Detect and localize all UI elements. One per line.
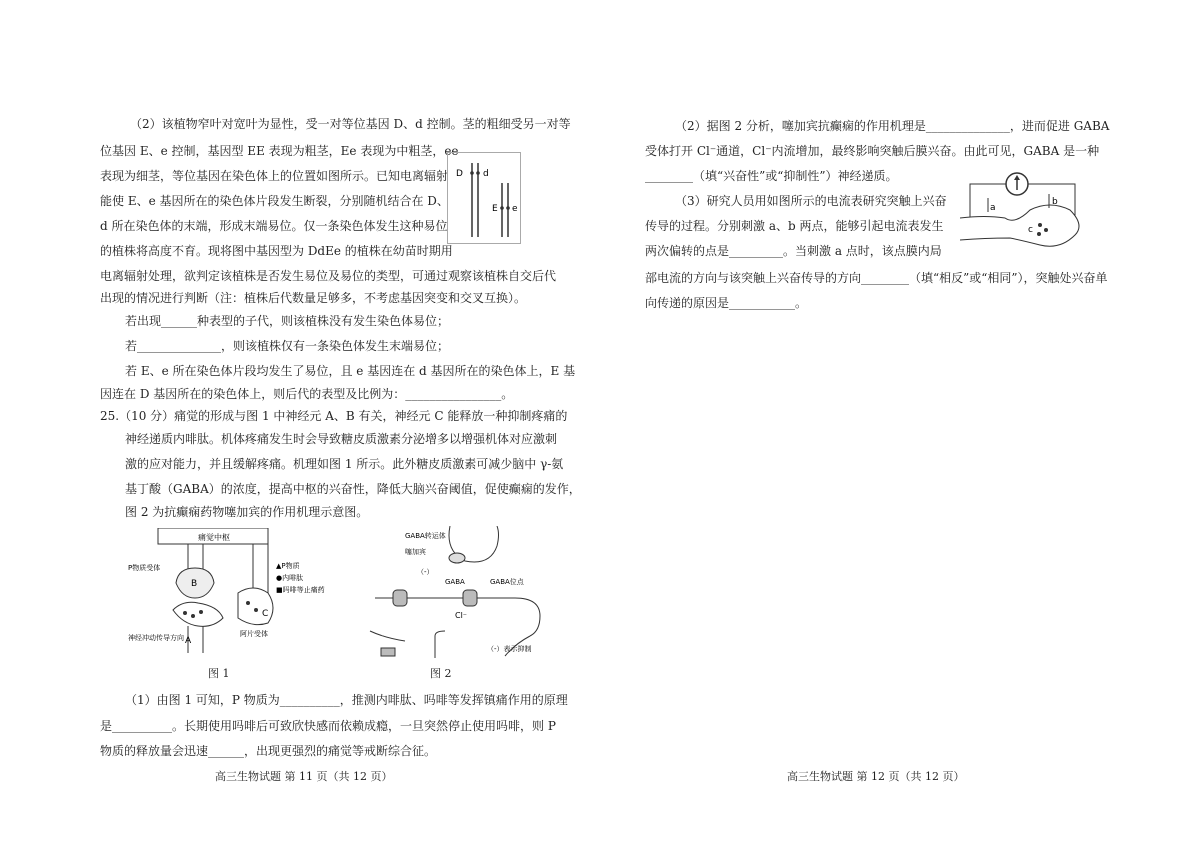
text-line: 部电流的方向与该突触上兴奋传导的方向________（填“相反”或“相同”），突触处兴奋单 [645, 271, 1108, 285]
point-a-label: a [990, 203, 996, 213]
text-line: d 所在染色体的末端，形成末端易位。仅一条染色体发生这种易位 [100, 219, 448, 233]
opioid-receptor-label: 阿片受体 [240, 630, 268, 638]
transporter-label: GABA转运体 [405, 532, 446, 540]
text-line: （1）由图 1 可知，P 物质为__________，推测内啡肽、吗啡等发挥镇痛作用的原理 [125, 693, 568, 707]
page-footer: 高三生物试题 第 12 页（共 12 页） [787, 770, 965, 783]
gene-label-d: d [483, 169, 489, 179]
text-line: 出现的情况进行判断（注：植株后代数量足够多，不考虑基因突变和交叉互换）。 [100, 291, 527, 305]
legend-endorphin: ●内啡肽 [276, 574, 304, 582]
text-line: 位基因 E、e 控制，基因型 EE 表现为粗茎，Ee 表现为中粗茎，ee [100, 144, 459, 158]
text-line: 能使 E、e 基因所在的染色体片段发生断裂，分别随机结合在 D、 [100, 194, 449, 208]
cl-label: Cl⁻ [455, 611, 468, 620]
neuron-A-label: A [185, 636, 192, 646]
text-line: 若______________，则该植株仅有一条染色体发生末端易位； [125, 339, 450, 353]
question-25-heading: 25.（10 分）痛觉的形成与图 1 中神经元 A、B 有关，神经元 C 能释放一种抑制疼痛的 [100, 409, 568, 423]
p-receptor-label: P物质受体 [128, 564, 161, 572]
synapse-ammeter-diagram [960, 170, 1085, 265]
direction-label: 神经冲动传导方向 [128, 634, 184, 642]
text-line: 受体打开 Cl⁻通道，Cl⁻内流增加，最终影响突触后膜兴奋。由此可见，GABA 是一种 [645, 144, 1100, 158]
inhibit-note: （-）表示抑制 [487, 645, 532, 653]
figure-1 [128, 528, 348, 658]
text-line: 基丁酸（GABA）的浓度，提高中枢的兴奋性，降低大脑兴奋阈值，促使癫痫的发作， [125, 482, 581, 496]
pain-center-label: 痛觉中枢 [198, 533, 230, 542]
figure-2-caption: 图 2 [430, 667, 452, 680]
text-line: 物质的释放量会迅速______，出现更强烈的痛觉等戒断综合征。 [100, 744, 437, 758]
gaba-label: GABA [445, 578, 465, 586]
text-line: 表现为细茎，等位基因在染色体上的位置如图所示。已知电离辐射 [100, 169, 449, 183]
gene-label-E: E [492, 204, 498, 214]
text-line: （2）该植物窄叶对宽叶为显性，受一对等位基因 D、d 控制。茎的粗细受另一对等 [130, 117, 571, 131]
text-line: 是__________。长期使用吗啡后可致欣快感而依赖成瘾，一旦突然停止使用吗啡，则 P [100, 719, 556, 733]
text-line: 两次偏转的点是_________。当刺激 a 点时，该点膜内局 [645, 244, 942, 258]
page-footer: 高三生物试题 第 11 页（共 12 页） [215, 770, 393, 783]
text-line: 向传递的原因是___________。 [645, 296, 808, 310]
legend-p-substance: ▲P物质 [276, 562, 300, 570]
text-line: ________（填“兴奋性”或“抑制性”）神经递质。 [645, 169, 898, 183]
text-line: 传导的过程。分别刺激 a、b 两点，能够引起电流表发生 [645, 219, 944, 233]
drug-label: 噻加宾 [405, 548, 426, 556]
inhibit-mark: （-） [417, 568, 434, 576]
chromosome-diagram [447, 152, 521, 244]
gaba-site-label: GABA位点 [490, 578, 524, 586]
text-line: 电离辐射处理，欲判定该植株是否发生易位及易位的类型，可通过观察该植株自交后代 [100, 269, 557, 283]
text-line: 神经递质内啡肽。机体疼痛发生时会导致糖皮质激素分泌增多以增强机体对应激刺 [125, 432, 558, 446]
gene-label-D: D [456, 169, 463, 179]
gene-label-e: e [512, 204, 518, 214]
point-b-label: b [1052, 197, 1058, 207]
text-line: 若出现______种表型的子代，则该植株没有发生染色体易位； [125, 314, 450, 328]
text-line: （3）研究人员用如图所示的电流表研究突触上兴奋 [675, 194, 947, 208]
neuron-C-label: C [262, 609, 269, 619]
text-line: 的植株将高度不育。现将图中基因型为 DdEe 的植株在幼苗时期用 [100, 244, 453, 258]
text-line: 图 2 为抗癫痫药物噻加宾的作用机理示意图。 [125, 505, 369, 519]
text-line: （2）据图 2 分析，噻加宾抗癫痫的作用机理是______________，进而促进 GABA [675, 119, 1110, 133]
neuron-B-label: B [191, 579, 198, 589]
text-line: 若 E、e 所在染色体片段均发生了易位，且 e 基因连在 d 基因所在的染色体上，E 基 [125, 364, 576, 378]
point-c-label: c [1028, 225, 1033, 235]
figure-2 [365, 526, 555, 658]
legend-morphine: ■吗啡等止痛药 [276, 586, 325, 594]
figure-1-caption: 图 1 [208, 667, 230, 680]
text-line: 因连在 D 基因所在的染色体上，则后代的表型及比例为：________________。 [100, 387, 514, 401]
text-line: 激的应对能力，并且缓解疼痛。机理如图 1 所示。此外糖皮质激素可减少脑中 γ-氨 [125, 457, 564, 471]
